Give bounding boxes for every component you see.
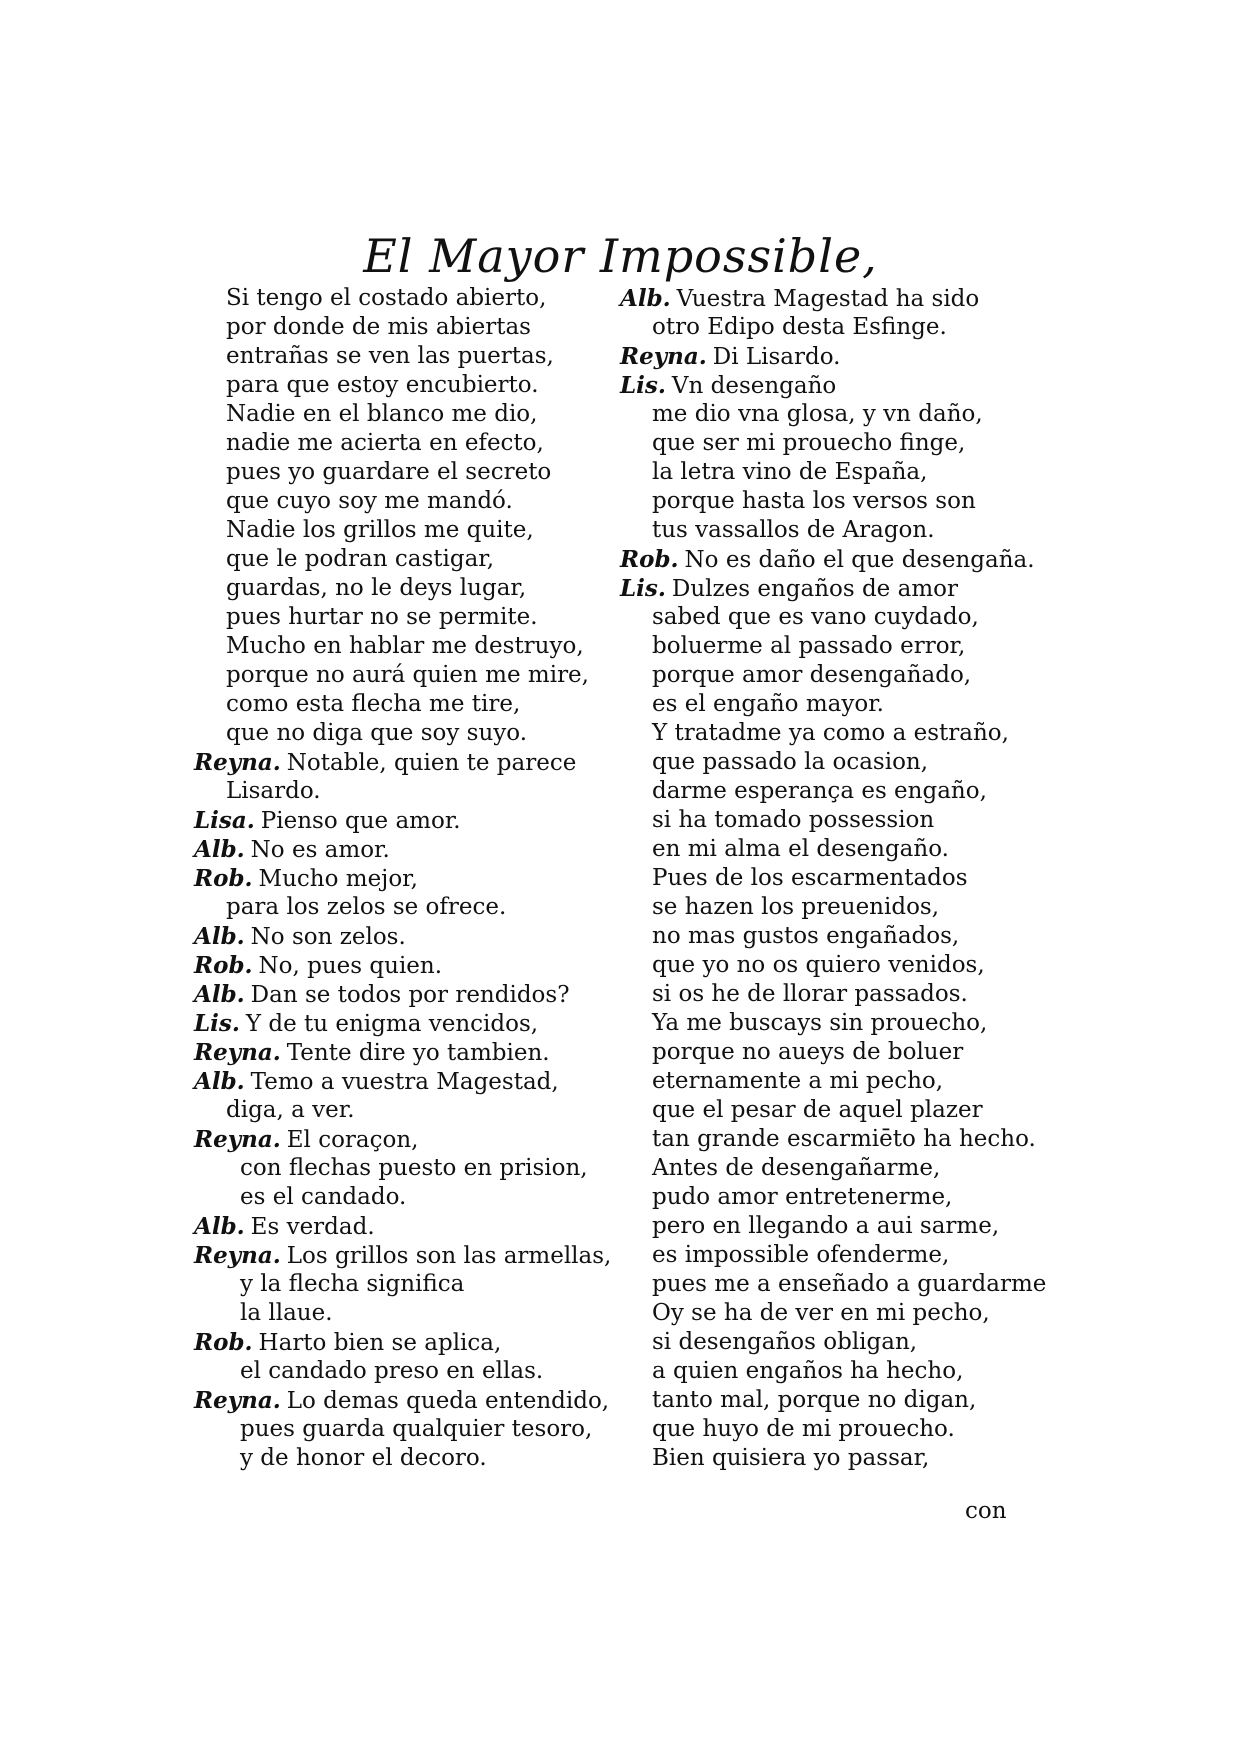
verse-line xyxy=(194,690,624,719)
verse-text: boluerme al passado error, xyxy=(652,633,966,659)
verse-text: pues me a enseñado a guardarme xyxy=(652,1271,1047,1297)
verse-text: si os he de llorar passados. xyxy=(652,981,968,1007)
verse-text: pudo amor entretenerme, xyxy=(652,1184,953,1210)
verse-line xyxy=(194,632,624,661)
verse-text: Pues de los escarmentados xyxy=(652,865,968,891)
verse-text: Vuestra Magestad ha sido xyxy=(676,286,980,312)
verse-text: con flechas puesto en prision, xyxy=(240,1155,588,1181)
verse-line xyxy=(194,1154,624,1183)
verse-line xyxy=(620,1212,1040,1241)
verse-line xyxy=(620,1415,1040,1444)
verse-line xyxy=(194,777,624,806)
speaker-name: Alb. xyxy=(194,1068,245,1095)
verse-line xyxy=(194,516,624,545)
verse-text: que el pesar de aquel plazer xyxy=(652,1097,983,1123)
verse-text: Los grillos son las armellas, xyxy=(286,1243,612,1269)
verse-line xyxy=(194,1270,624,1299)
verse-line xyxy=(620,1038,1040,1067)
verse-text: la letra vino de España, xyxy=(652,459,928,485)
verse-text: guardas, no le deys lugar, xyxy=(226,575,527,601)
speaker-name: Reyna. xyxy=(194,1039,281,1066)
verse-line xyxy=(194,1357,624,1386)
verse-line xyxy=(620,1125,1040,1154)
verse-line xyxy=(194,748,624,777)
verse-line xyxy=(194,806,624,835)
verse-line xyxy=(620,980,1040,1009)
verse-line xyxy=(620,661,1040,690)
verse-line xyxy=(194,1299,624,1328)
verse-text: tus vassallos de Aragon. xyxy=(652,517,935,543)
verse-line xyxy=(620,1096,1040,1125)
verse-line xyxy=(194,835,624,864)
speaker-name: Lis. xyxy=(194,1010,240,1037)
verse-text: Y tratadme ya como a estraño, xyxy=(652,720,1009,746)
verse-line xyxy=(194,1096,624,1125)
verse-text: Tente dire yo tambien. xyxy=(286,1040,550,1066)
verse-line xyxy=(620,1299,1040,1328)
page-title: El Mayor Impossible, xyxy=(363,229,878,283)
catchword: con xyxy=(965,1498,1007,1524)
verse-text: diga, a ver. xyxy=(226,1097,355,1123)
verse-line xyxy=(194,1067,624,1096)
verse-text: No, pues quien. xyxy=(258,953,443,979)
verse-text: que passado la ocasion, xyxy=(652,749,929,775)
verse-text: y de honor el decoro. xyxy=(240,1445,487,1471)
verse-text: que ser mi prouecho finge, xyxy=(652,430,966,456)
speaker-name: Reyna. xyxy=(194,1387,281,1414)
verse-line xyxy=(620,574,1040,603)
verse-text: Dan se todos por rendidos? xyxy=(250,982,570,1008)
speaker-name: Rob. xyxy=(194,952,253,979)
verse-line xyxy=(194,1328,624,1357)
verse-line xyxy=(194,951,624,980)
verse-text: es el engaño mayor. xyxy=(652,691,884,717)
verse-text: por donde de mis abiertas xyxy=(226,314,531,340)
verse-line xyxy=(194,864,624,893)
speaker-name: Lis. xyxy=(620,575,666,602)
verse-line xyxy=(620,1386,1040,1415)
verse-line xyxy=(194,545,624,574)
verse-line xyxy=(194,371,624,400)
verse-text: Ya me buscays sin prouecho, xyxy=(652,1010,988,1036)
verse-text: es impossible ofenderme, xyxy=(652,1242,950,1268)
verse-line xyxy=(194,922,624,951)
verse-text: porque hasta los versos son xyxy=(652,488,976,514)
speaker-name: Reyna. xyxy=(194,1126,281,1153)
right-column xyxy=(620,284,1047,1473)
verse-text: si ha tomado possession xyxy=(652,807,935,833)
verse-line xyxy=(620,1357,1040,1386)
verse-line xyxy=(620,487,1040,516)
verse-text: Di Lisardo. xyxy=(712,344,841,370)
verse-text: No es daño el que desengaña. xyxy=(684,547,1035,573)
verse-text: Lo demas queda entendido, xyxy=(286,1388,610,1414)
left-column xyxy=(194,284,624,1473)
verse-text: no mas gustos engañados, xyxy=(652,923,960,949)
verse-text: No es amor. xyxy=(250,837,390,863)
verse-line xyxy=(620,835,1040,864)
verse-line xyxy=(194,661,624,690)
speaker-name: Lis. xyxy=(620,372,666,399)
verse-line xyxy=(194,1444,624,1473)
verse-line xyxy=(620,719,1040,748)
verse-line xyxy=(620,690,1040,719)
verse-text: en mi alma el desengaño. xyxy=(652,836,949,862)
verse-text: Si tengo el costado abierto, xyxy=(226,285,547,311)
verse-text: que cuyo soy me mandó. xyxy=(226,488,513,514)
verse-line xyxy=(620,1270,1047,1299)
verse-text: Bien quisiera yo passar, xyxy=(652,1445,930,1471)
verse-text: Antes de desengañarme, xyxy=(652,1155,941,1181)
verse-text: Y de tu enigma vencidos, xyxy=(245,1011,539,1037)
verse-text: el candado preso en ellas. xyxy=(240,1358,544,1384)
verse-line xyxy=(194,1241,624,1270)
speaker-name: Rob. xyxy=(194,1329,253,1356)
speaker-name: Alb. xyxy=(194,1213,245,1240)
speaker-name: Reyna. xyxy=(620,343,707,370)
verse-text: Oy se ha de ver en mi pecho, xyxy=(652,1300,990,1326)
verse-text: No son zelos. xyxy=(250,924,406,950)
verse-text: Pienso que amor. xyxy=(260,808,461,834)
speaker-name: Rob. xyxy=(194,865,253,892)
verse-text: Mucho en hablar me destruyo, xyxy=(226,633,584,659)
verse-text: y la flecha significa xyxy=(240,1271,465,1297)
verse-text: que no diga que soy suyo. xyxy=(226,720,528,746)
verse-text: que le podran castigar, xyxy=(226,546,495,572)
verse-line xyxy=(620,922,1040,951)
verse-line xyxy=(620,342,1040,371)
verse-text: nadie me acierta en efecto, xyxy=(226,430,544,456)
verse-line xyxy=(620,545,1040,574)
verse-text: para que estoy encubierto. xyxy=(226,372,539,398)
verse-line xyxy=(620,284,1040,313)
verse-line xyxy=(620,748,1040,777)
verse-line xyxy=(620,458,1040,487)
verse-text: Notable, quien te parece xyxy=(286,750,577,776)
verse-text: darme esperança es engaño, xyxy=(652,778,987,804)
verse-text: como esta flecha me tire, xyxy=(226,691,521,717)
verse-text: pues hurtar no se permite. xyxy=(226,604,538,630)
verse-line xyxy=(620,1009,1040,1038)
verse-text: porque no aurá quien me mire, xyxy=(226,662,589,688)
verse-line xyxy=(194,400,624,429)
verse-line xyxy=(194,313,624,342)
verse-text: otro Edipo desta Esfinge. xyxy=(652,314,947,340)
verse-line xyxy=(194,487,624,516)
speaker-name: Rob. xyxy=(620,546,679,573)
verse-line xyxy=(620,806,1040,835)
verse-line xyxy=(620,951,1040,980)
speaker-name: Reyna. xyxy=(194,1242,281,1269)
verse-line xyxy=(194,603,624,632)
verse-text: para los zelos se ofrece. xyxy=(226,894,507,920)
verse-text: Nadie los grillos me quite, xyxy=(226,517,534,543)
verse-text: pero en llegando a aui sarme, xyxy=(652,1213,1000,1239)
verse-text: se hazen los preuenidos, xyxy=(652,894,940,920)
verse-line xyxy=(620,603,1040,632)
verse-text: si desengaños obligan, xyxy=(652,1329,918,1355)
speaker-name: Alb. xyxy=(620,285,671,312)
verse-line xyxy=(620,371,1040,400)
verse-text: Nadie en el blanco me dio, xyxy=(226,401,538,427)
verse-text: porque amor desengañado, xyxy=(652,662,972,688)
verse-text: tanto mal, porque no digan, xyxy=(652,1387,977,1413)
verse-line xyxy=(620,777,1040,806)
verse-line xyxy=(620,1328,1040,1357)
verse-line xyxy=(194,1183,624,1212)
verse-text: pues yo guardare el secreto xyxy=(226,459,552,485)
verse-text: me dio vna glosa, y vn daño, xyxy=(652,401,983,427)
verse-text: Es verdad. xyxy=(250,1214,375,1240)
verse-line xyxy=(194,719,624,748)
verse-line xyxy=(620,1241,1040,1270)
verse-line xyxy=(194,1009,624,1038)
verse-text: que yo no os quiero venidos, xyxy=(652,952,985,978)
verse-line xyxy=(194,458,624,487)
verse-line xyxy=(194,342,624,371)
verse-line xyxy=(194,1386,624,1415)
speaker-name: Reyna. xyxy=(194,749,281,776)
verse-line xyxy=(620,632,1040,661)
verse-text: la llaue. xyxy=(240,1300,333,1326)
verse-text: es el candado. xyxy=(240,1184,407,1210)
speaker-name: Lisa. xyxy=(194,807,255,834)
verse-text: El coraçon, xyxy=(286,1127,419,1153)
verse-text: Harto bien se aplica, xyxy=(258,1330,502,1356)
verse-line xyxy=(620,893,1040,922)
verse-line xyxy=(620,429,1040,458)
verse-line xyxy=(194,1212,624,1241)
verse-text: Dulzes engaños de amor xyxy=(671,576,958,602)
verse-text: que huyo de mi prouecho. xyxy=(652,1416,955,1442)
verse-line xyxy=(620,313,1040,342)
verse-line xyxy=(194,1125,624,1154)
verse-text: Lisardo. xyxy=(226,778,321,804)
verse-text: Mucho mejor, xyxy=(258,866,418,892)
verse-text: Vn desengaño xyxy=(671,373,837,399)
verse-line xyxy=(194,284,624,313)
verse-line xyxy=(620,516,1040,545)
verse-line xyxy=(194,574,624,603)
verse-text: sabed que es vano cuydado, xyxy=(652,604,979,630)
speaker-name: Alb. xyxy=(194,981,245,1008)
verse-text: porque no aueys de boluer xyxy=(652,1039,964,1065)
verse-line xyxy=(620,1067,1040,1096)
verse-line xyxy=(194,1038,624,1067)
verse-line xyxy=(620,864,1040,893)
verse-text: entrañas se ven las puertas, xyxy=(226,343,554,369)
verse-text: a quien engaños ha hecho, xyxy=(652,1358,964,1384)
speaker-name: Alb. xyxy=(194,836,245,863)
verse-line xyxy=(620,1444,1040,1473)
verse-text: Temo a vuestra Magestad, xyxy=(250,1069,559,1095)
verse-line xyxy=(194,429,624,458)
verse-line xyxy=(194,893,624,922)
speaker-name: Alb. xyxy=(194,923,245,950)
verse-text: pues guarda qualquier tesoro, xyxy=(240,1416,593,1442)
verse-line xyxy=(194,1415,624,1444)
verse-line xyxy=(620,1183,1040,1212)
verse-text: tan grande escarmiēto ha hecho. xyxy=(652,1126,1036,1152)
verse-line xyxy=(194,980,624,1009)
verse-line xyxy=(620,1154,1040,1183)
verse-line xyxy=(620,400,1040,429)
verse-text: eternamente a mi pecho, xyxy=(652,1068,944,1094)
